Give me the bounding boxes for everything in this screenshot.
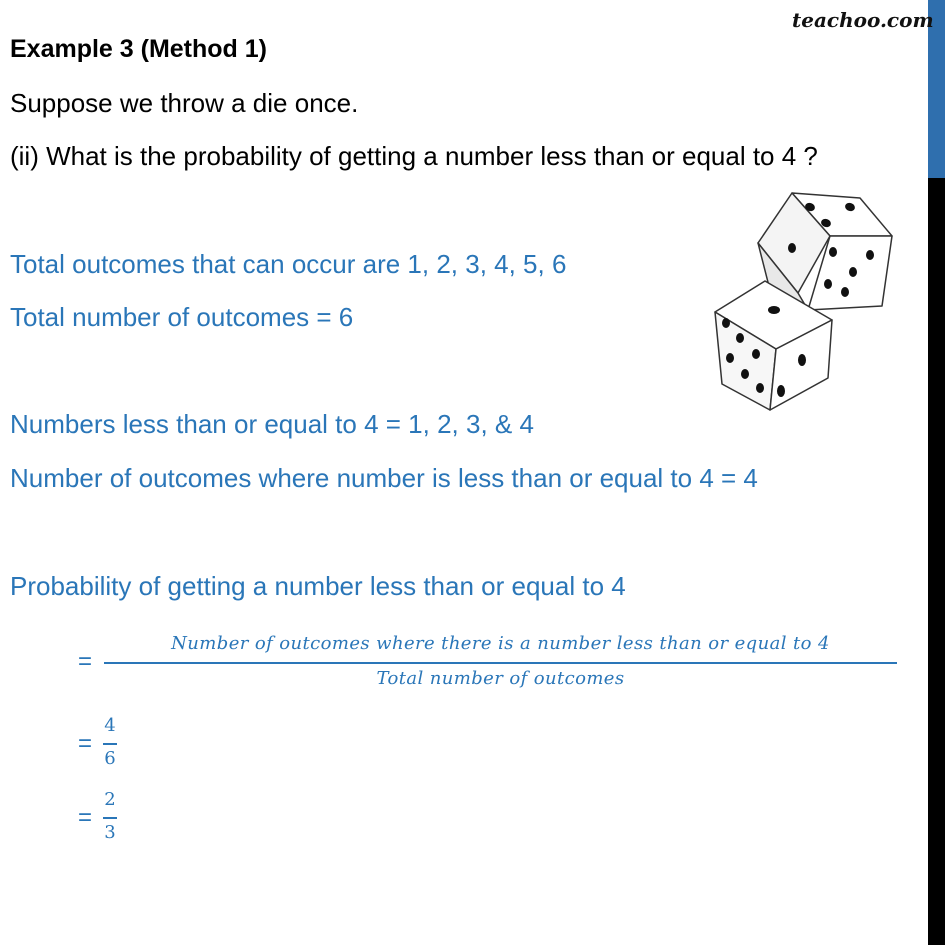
step2-fraction-bar [103, 743, 117, 745]
question-line-2: (ii) What is the probability of getting a number less than or equal to 4 ? [10, 141, 818, 171]
example-title: Example 3 (Method 1) [10, 35, 267, 63]
fraction-bar [104, 662, 897, 664]
equals-sign-1: = [78, 648, 93, 675]
equals-sign-3: = [78, 804, 93, 831]
step3-numerator: 2 [104, 789, 116, 810]
total-outcomes-count: Total number of outcomes = 6 [10, 302, 354, 332]
probability-heading: Probability of getting a number less than or equal to 4 [10, 571, 626, 601]
fraction-numerator: Number of outcomes where there is a number less than or equal to 4 [171, 633, 830, 654]
favourable-outcomes-list: Numbers less than or equal to 4 = 1, 2, 3, & 4 [10, 409, 534, 439]
fraction-denominator: Total number of outcomes [376, 668, 625, 689]
step3-denominator: 3 [104, 822, 116, 843]
favourable-outcomes-count: Number of outcomes where number is less than or equal to 4 = 4 [10, 463, 758, 493]
step2-numerator: 4 [104, 715, 116, 736]
equals-sign-2: = [78, 730, 93, 757]
total-outcomes-list: Total outcomes that can occur are 1, 2, 3, 4, 5, 6 [10, 249, 567, 279]
dice-icon [710, 188, 895, 416]
question-line-1: Suppose we throw a die once. [10, 88, 359, 118]
step3-fraction-bar [103, 817, 117, 819]
slide-side-bar [928, 0, 945, 945]
step2-denominator: 6 [104, 748, 116, 769]
brand-logo: teachoo.com [792, 8, 934, 32]
